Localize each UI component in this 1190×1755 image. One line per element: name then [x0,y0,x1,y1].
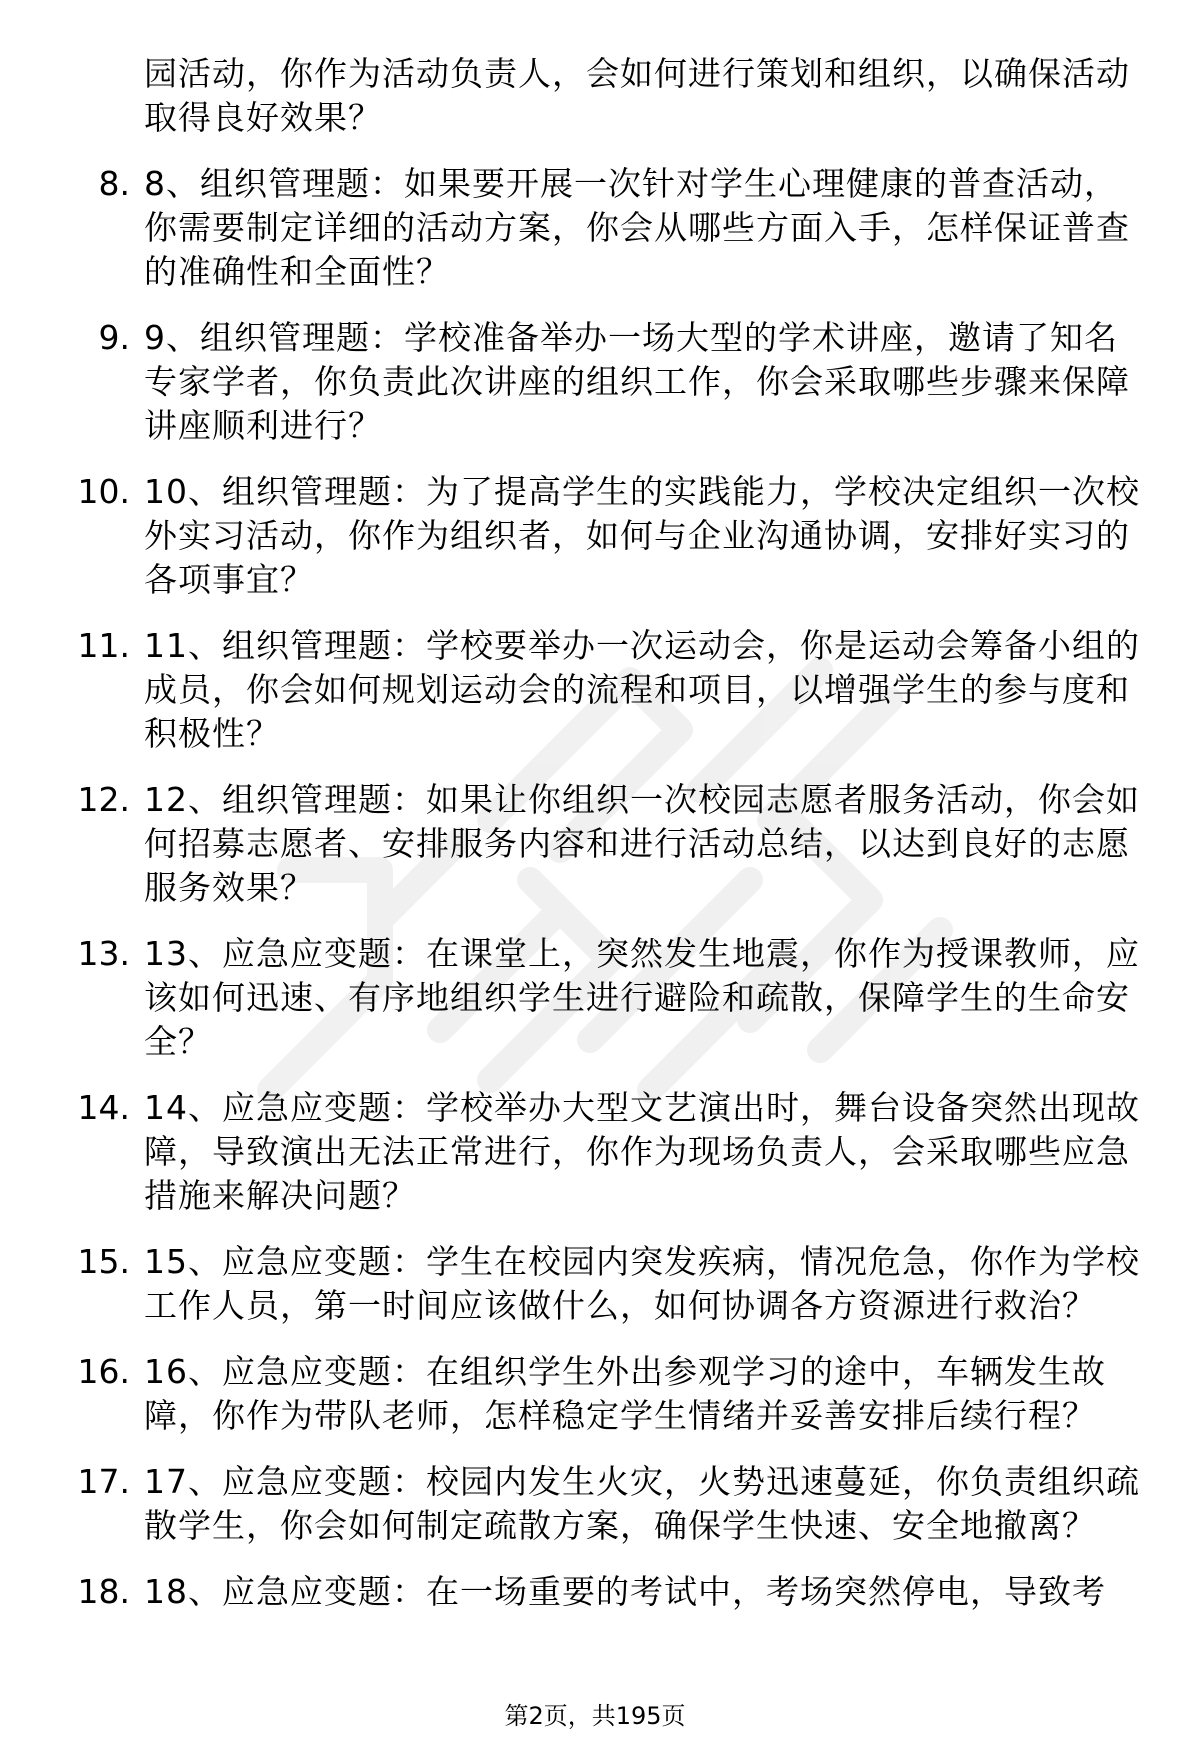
item-number: 15. [77,1242,130,1281]
list-item [60,778,1150,910]
item-text: 15、应急应变题：学生在校园内突发疾病，情况危急，你作为学校工作人员，第一时间应该做什么，如何协调各方资源进行救治？ [144,1242,1140,1325]
list-item [60,1460,1150,1548]
item-number: 17. [77,1462,130,1501]
item-text: 8、组织管理题：如果要开展一次针对学生心理健康的普查活动，你需要制定详细的活动方案，你会从哪些方面入手，怎样保证普查的准确性和全面性？ [144,164,1130,291]
continuation-text: 园活动，你作为活动负责人，会如何进行策划和组织，以确保活动取得良好效果？ [144,54,1130,137]
item-text: 17、应急应变题：校园内发生火灾，火势迅速蔓延，你负责组织疏散学生，你会如何制定疏散方案，确保学生快速、安全地撤离？ [144,1462,1140,1545]
item-text: 9、组织管理题：学校准备举办一场大型的学术讲座，邀请了知名专家学者，你负责此次讲座的组织工作，你会采取哪些步骤来保障讲座顺利进行？ [144,318,1130,445]
item-number: 11. [77,626,130,665]
item-text: 13、应急应变题：在课堂上，突然发生地震，你作为授课教师，应该如何迅速、有序地组织学生进行避险和疏散，保障学生的生命安全？ [144,934,1140,1061]
list-item [60,1350,1150,1438]
item-text: 12、组织管理题：如果让你组织一次校园志愿者服务活动，你会如何招募志愿者、安排服务内容和进行活动总结，以达到良好的志愿服务效果？ [144,780,1140,907]
question-list [60,52,1150,1636]
list-item [60,316,1150,448]
list-item [60,1570,1150,1614]
item-text: 11、组织管理题：学校要举办一次运动会，你是运动会筹备小组的成员，你会如何规划运动会的流程和项目，以增强学生的参与度和积极性？ [144,626,1140,753]
item-text: 14、应急应变题：学校举办大型文艺演出时，舞台设备突然出现故障，导致演出无法正常进行，你作为现场负责人，会采取哪些应急措施来解决问题？ [144,1088,1140,1215]
list-item [60,932,1150,1064]
list-item [60,470,1150,602]
item-number: 10. [77,472,130,511]
list-item [60,1086,1150,1218]
item-text: 10、组织管理题：为了提高学生的实践能力，学校决定组织一次校外实习活动，你作为组织者，如何与企业沟通协调，安排好实习的各项事宜？ [144,472,1140,599]
list-item [60,162,1150,294]
item-text: 16、应急应变题：在组织学生外出参观学习的途中，车辆发生故障，你作为带队老师，怎样稳定学生情绪并妥善安排后续行程？ [144,1352,1106,1435]
item-number: 16. [77,1352,130,1391]
item-number: 14. [77,1088,130,1127]
item-text: 18、应急应变题：在一场重要的考试中，考场突然停电，导致考 [144,1572,1106,1611]
item-number: 12. [77,780,130,819]
item-number: 8. [98,164,130,203]
item-number: 13. [77,934,130,973]
item-number: 9. [98,318,130,357]
list-item [60,1240,1150,1328]
page-footer: 第2页，共195页 [504,1702,686,1730]
list-item [60,624,1150,756]
item-number: 18. [77,1572,130,1611]
